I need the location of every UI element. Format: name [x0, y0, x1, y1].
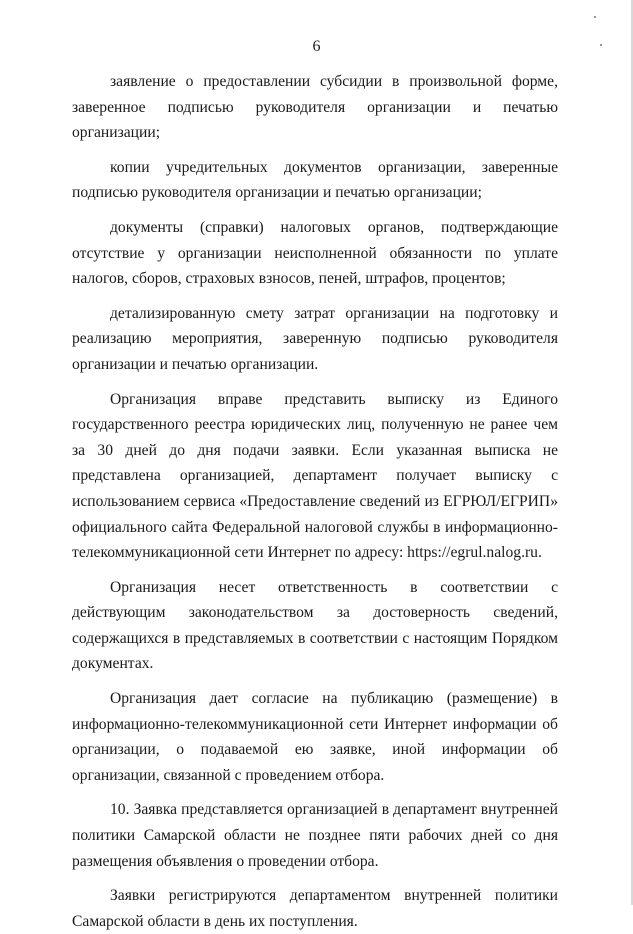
paragraph-registration: Заявки регистрируются департаментом внутренней политики Самарской области в день их поступления.	[72, 887, 558, 930]
paragraph-cost-estimate: детализированную смету затрат организации на подготовку и реализацию мероприятия, заверенную подписью руководителя организации и печатью организации.	[72, 304, 558, 373]
paragraph-application-statement: заявление о предоставлении субсидии в произвольной форме, заверенное подписью руководителя организации и печатью организации;	[72, 73, 558, 142]
paragraph-founding-documents: копии учредительных документов организации, заверенные подписью руководителя организации и печатью организации;	[72, 158, 558, 202]
page-number: 6	[312, 38, 321, 55]
paragraph-tax-certificates: документы (справки) налоговых органов, подтверждающие отсутствие у организации неисполненной обязанности по уплате налогов, сборов, страховых взносов, пеней, штрафов, процентов;	[72, 218, 558, 288]
document-body	[72, 69, 558, 934]
paragraph-responsibility: Организация несет ответственность в соответствии с действующим законодательством за достоверность сведений, содержащихся в представляемых в соответствии с настоящим Порядком документах.	[72, 578, 558, 673]
paragraph-submission-deadline: 10. Заявка представляется организацией в департамент внутренней политики Самарской области не позднее пяти рабочих дней со дня размещения объявления о проведении отбора.	[72, 801, 558, 870]
paragraph-publication-consent: Организация дает согласие на публикацию (размещение) в информационно-телекоммуникационной сети Интернет информации об организации, о подаваемой ею заявке, иной информации об организации, связанной с проведением отбора.	[72, 690, 558, 784]
scan-speck	[594, 16, 596, 18]
paragraph-registry-extract: Организация вправе представить выписку из Единого государственного реестра юридических лиц, полученную не ранее чем за 30 дней до дня подачи заявки. Если указанная выписка не представлена организацией, департамент получает выписку с использованием сервиса «Предоставление сведений из ЕГРЮЛ/ЕГРИП» официального сайта Федеральной налоговой службы в информационно-телекоммуникационной сети Интернет по адресу: https://egrul.nalog.ru.	[72, 390, 558, 562]
